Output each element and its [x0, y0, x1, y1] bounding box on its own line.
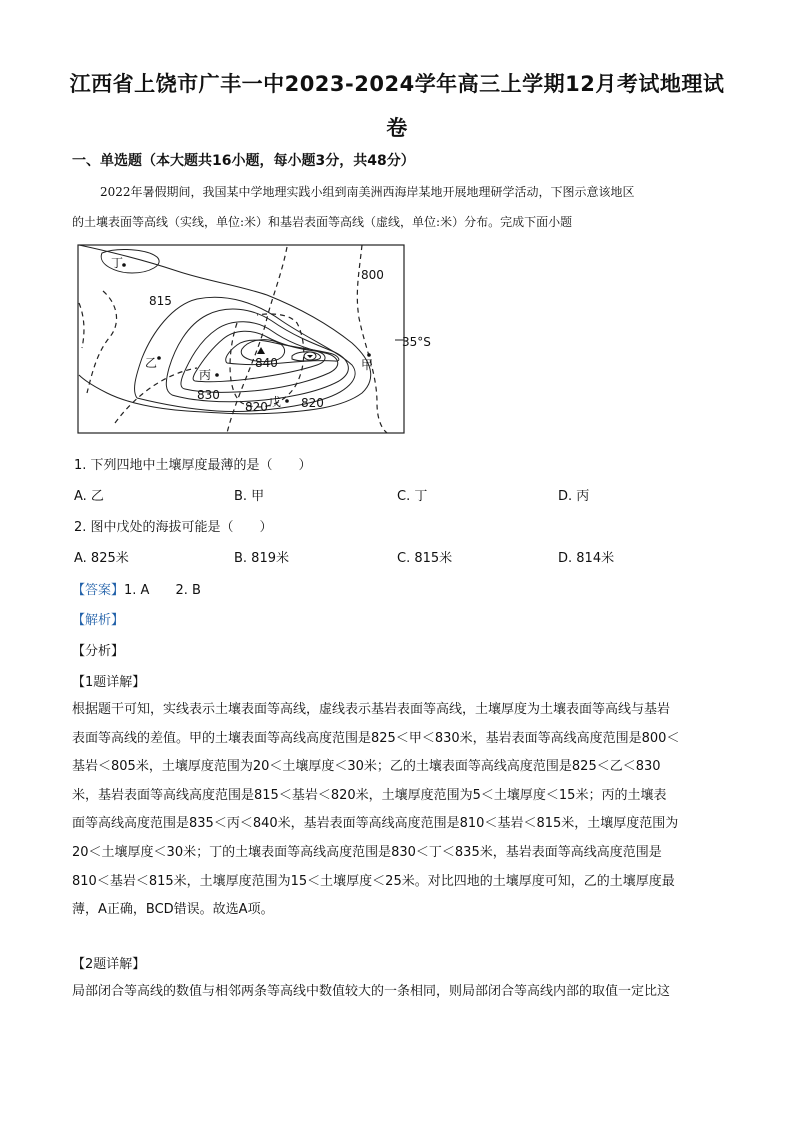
answer-text: 1. A 2. B: [124, 583, 201, 598]
label-800: 800: [361, 268, 384, 282]
point-yi: [157, 356, 161, 360]
intro-line-2: 的土壤表面等高线（实线，单位:米）和基岩表面等高线（虚线，单位:米）分布。完成下面小题: [72, 215, 573, 229]
question-1-option-d[interactable]: D. 丙: [558, 489, 590, 504]
question-1-stem: 1. 下列四地中土壤厚度最薄的是（ ）: [74, 458, 312, 473]
label-820-left: 820: [245, 400, 268, 414]
explanation-1-line: 810＜基岩＜815米，土壤厚度范围为15＜土壤厚度＜25米。对比四地的土壤厚度可知，乙的土壤厚度最: [72, 873, 675, 889]
analysis-label: 【解析】: [72, 613, 125, 628]
question-2-stem: 2. 图中戊处的海拔可能是（ ）: [74, 520, 273, 535]
label-830: 830: [197, 388, 220, 402]
overview-label: 【分析】: [72, 644, 125, 659]
detail-1-label: 【1题详解】: [72, 675, 146, 690]
label-35s: 35°S: [402, 335, 431, 349]
explanation-1-line: 面等高线高度范围是835＜丙＜840米，基岩表面等高线高度范围是810＜基岩＜815米，土壤厚度范围为: [72, 816, 679, 832]
label-yi: 乙: [145, 356, 158, 370]
point-wu: [285, 399, 289, 403]
explanation-1-line: 薄，A正确，BCD错误。故选A项。: [72, 902, 274, 918]
label-820-right: 820: [301, 396, 324, 410]
point-bing: [215, 373, 219, 377]
answer-label: 【答案】: [72, 583, 125, 598]
intro-line-1: 2022年暑假期间，我国某中学地理实践小组到南美洲西海岸某地开展地理研学活动，下图示意该地区: [100, 185, 635, 199]
question-2-option-a[interactable]: A. 825米: [74, 551, 129, 566]
document-title: 江西省上饶市广丰一中2023-2024学年高三上学期12月考试地理试: [69, 72, 725, 96]
contour-map: [77, 243, 431, 437]
explanation-1: [72, 696, 726, 925]
section-heading: 一、单选题（本大题共16小题，每小题3分，共48分）: [72, 153, 415, 169]
label-jia: 甲: [361, 358, 374, 372]
label-wu: 戊: [269, 395, 282, 409]
explanation-1-line: 基岩＜805米，土壤厚度范围为20＜土壤厚度＜30米；乙的土壤表面等高线高度范围是825＜乙＜830: [72, 759, 661, 775]
document-title-continued: 卷: [386, 116, 408, 140]
question-2-option-b[interactable]: B. 819米: [234, 551, 289, 566]
explanation-2: [72, 978, 726, 1007]
detail-2-label: 【2题详解】: [72, 957, 146, 972]
label-815: 815: [149, 294, 172, 308]
explanation-1-line: 根据题干可知，实线表示土壤表面等高线，虚线表示基岩表面等高线，土壤厚度为土壤表面等高线与基岩: [72, 702, 671, 717]
explanation-1-line: 20＜土壤厚度＜30米；丁的土壤表面等高线高度范围是830＜丁＜835米，基岩表面等高线高度范围是: [72, 844, 662, 860]
question-1-option-c[interactable]: C. 丁: [397, 489, 428, 504]
question-2-option-d[interactable]: D. 814米: [558, 551, 615, 566]
explanation-1-line: 表面等高线的差值。甲的土壤表面等高线高度范围是825＜甲＜830米，基岩表面等高线高度范围是800＜: [72, 730, 680, 746]
question-1-option-b[interactable]: B. 甲: [234, 489, 265, 504]
answer-row: [72, 579, 201, 598]
question-1-option-a[interactable]: A. 乙: [74, 489, 104, 504]
question-2-option-c[interactable]: C. 815米: [397, 551, 453, 566]
label-ding: 丁: [111, 256, 124, 270]
label-840: 840: [255, 356, 278, 370]
explanation-1-line: 米，基岩表面等高线高度范围是815＜基岩＜820米，土壤厚度范围为5＜土壤厚度＜15米；丙的土壤表: [72, 787, 667, 803]
explanation-2-line: 局部闭合等高线的数值与相邻两条等高线中数值较大的一条相同，则局部闭合等高线内部的取值一定比这: [72, 984, 671, 999]
label-bing: 丙: [199, 368, 212, 382]
point-jia: [367, 353, 371, 357]
